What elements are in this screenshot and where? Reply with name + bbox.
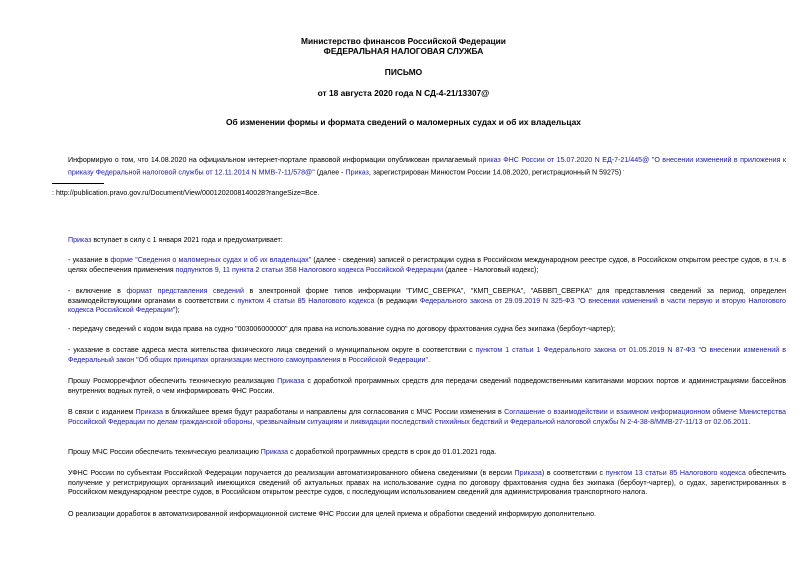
- text: (в редакции: [374, 296, 420, 305]
- text: (далее - Налоговый кодекс);: [443, 265, 539, 274]
- order-link[interactable]: приказ ФНС России от 15.07.2020 N ЕД-7-21/445@: [478, 156, 650, 164]
- order-title-link[interactable]: "О внесении изменений в приложения к приказу Федеральной налоговой службы от 12.11.2014 N ММВ-7-11/578@": [68, 156, 786, 176]
- form-link[interactable]: форме: [110, 256, 133, 264]
- text: ) в соответствии с: [541, 469, 606, 477]
- federal-law-link[interactable]: Федерального закона от 29.09.2019 N 325-ФЗ: [419, 296, 575, 305]
- prikaz-link[interactable]: Приказа: [135, 408, 163, 416]
- ministry-name: Министерство финансов Российской Федерации: [301, 36, 506, 46]
- prikaz-link[interactable]: Приказ: [345, 167, 369, 176]
- paragraph-intro: [52, 156, 786, 178]
- bullet-right-code: - передачу сведений с кодом вида права на судно "003006000000" для права на использование судна по договору фрахтования судна без экипажа (бербоут-чартер);: [68, 325, 616, 333]
- document-type: ПИСЬМО: [384, 67, 423, 77]
- service-name: ФЕДЕРАЛЬНАЯ НАЛОГОВАЯ СЛУЖБА: [323, 46, 484, 56]
- text: , зарегистрирован Минюстом России 14.08.2020, регистрационный N 59275): [368, 167, 622, 176]
- law-87-title-link[interactable]: "О внесении изменений в Федеральный закон "Об общих принципах организации местного самоуправления в Российской Федерации": [68, 346, 786, 364]
- text: в ближайшее время будут разработаны и направлены для согласования с МЧС России изменения в: [162, 408, 505, 416]
- tax-code-link[interactable]: подпунктов 9, 11 пункта 2 статьи 358 Налогового кодекса Российской Федерации: [175, 265, 444, 274]
- text: (далее - сведения) записей о регистрации судна в Российском международном реестре судов, в Российском открытом реестре судов, в т.ч. в целях обеспечения применения: [68, 256, 786, 274]
- text: Прошу Росморречфлот обеспечить техническую реализацию: [68, 377, 278, 385]
- text: Информирую о том, что 14.08.2020 на официальном интернет-портале правовой информации опубликован прилагаемый: [68, 156, 479, 164]
- document-date-number: от 18 августа 2020 года N СД-4-21/13307@: [317, 88, 490, 98]
- tax-code-article-13-link[interactable]: пунктом 13 статьи 85 Налогового кодекса: [605, 469, 746, 477]
- paragraph-mchs: [52, 448, 786, 458]
- document-title: Об изменении формы и формата сведений о маломерных судах и об их владельцах: [226, 117, 581, 127]
- footnote: : http://publication.pravo.gov.ru/Document/View/0001202008140028?rangeSize=Все.: [52, 189, 320, 197]
- text: вступает в силу с 1 января 2021 года и предусматривает:: [91, 236, 283, 244]
- text: );: [175, 306, 180, 315]
- prikaz-link[interactable]: Приказа: [277, 377, 305, 385]
- text: В связи с изданием: [68, 408, 136, 416]
- text: с доработкой программных средств для передачи сведений подведомственными капитанами морских портов и администрациями бассейнов внутренних водных путей, о чем информировать ФНС России.: [68, 377, 786, 395]
- text: - указание в: [68, 256, 111, 264]
- prikaz-link[interactable]: Приказ: [68, 236, 92, 244]
- text: обеспечить получение у регистрирующих организаций имеющихся сведений об актуальных правах на использование судна по договору фрахтования судна без экипажа (бербоут-чартер), о судах, зарегистрированных в Российском международном реестре судов, в Российском открытом реестре судов, с последующим использованием сведений для администрирования транспортного налога.: [68, 469, 787, 497]
- text: Прошу МЧС России обеспечить техническую реализацию: [68, 448, 261, 456]
- paragraph-closing: О реализации доработок в автоматизированной информационной системе ФНС России для целей приема и обработки сведений информирую дополнительно.: [68, 510, 596, 518]
- text: .: [748, 417, 751, 426]
- bullet-format: [52, 287, 786, 316]
- prikaz-link[interactable]: Приказа: [260, 448, 289, 456]
- format-link[interactable]: формат представления сведений: [126, 287, 244, 295]
- paragraph-ufns: [52, 469, 786, 498]
- paragraph-effective: [52, 236, 786, 246]
- law-87-link[interactable]: пунктом 1 статьи 1 Федерального закона от 01.05.2019 N 87-ФЗ: [475, 346, 696, 354]
- bullet-address: [52, 346, 786, 365]
- paragraph-rosmorrechflot: [52, 377, 786, 396]
- bullet-form: [52, 256, 786, 275]
- agreement-link[interactable]: Соглашение о взаимодействии и взаимном информационном обмене Министерства Российской Федерации по делам гражданской обороны, чрезвычайным ситуациям и ликвидации последствий стихийных бедствий и Федеральной налоговой службы N 2-4-38-8/ММВ-27-11/13 от 02.06.2011: [68, 408, 786, 426]
- text: УФНС России по субъектам Российской Федерации поручается до реализации автоматизированного обмена сведениями (в версии: [68, 469, 515, 477]
- text: - включение в: [68, 287, 127, 295]
- footnote-divider: [52, 183, 104, 184]
- tax-code-article-link[interactable]: пунктом 4 статьи 85 Налогового кодекса: [237, 296, 375, 305]
- footnote-marker: .: [621, 166, 625, 173]
- federal-law-title-link[interactable]: "О внесении изменений в части первую и вторую Налогового кодекса Российской Федерации": [68, 296, 786, 315]
- text: - указание в составе адреса места жительства физического лица сведений о муниципальном округе в соответствии с: [68, 346, 476, 354]
- paragraph-agreement: [52, 408, 786, 427]
- text: (далее -: [314, 167, 346, 176]
- form-title-link[interactable]: "Сведения о маломерных судах и об их владельцах": [135, 256, 312, 264]
- text: с доработкой программных средств в срок до 01.01.2021 года.: [288, 448, 497, 456]
- prikaz-link[interactable]: Приказа: [514, 469, 542, 477]
- text: .: [427, 355, 430, 364]
- text: в электронной форме типов информации "ГИМС_СВЕРКА", "КМП_СВЕРКА", "АБВВП_СВЕРКА" для представления сведений за период, определен взаимодействующими органами в соответствии с: [68, 287, 786, 305]
